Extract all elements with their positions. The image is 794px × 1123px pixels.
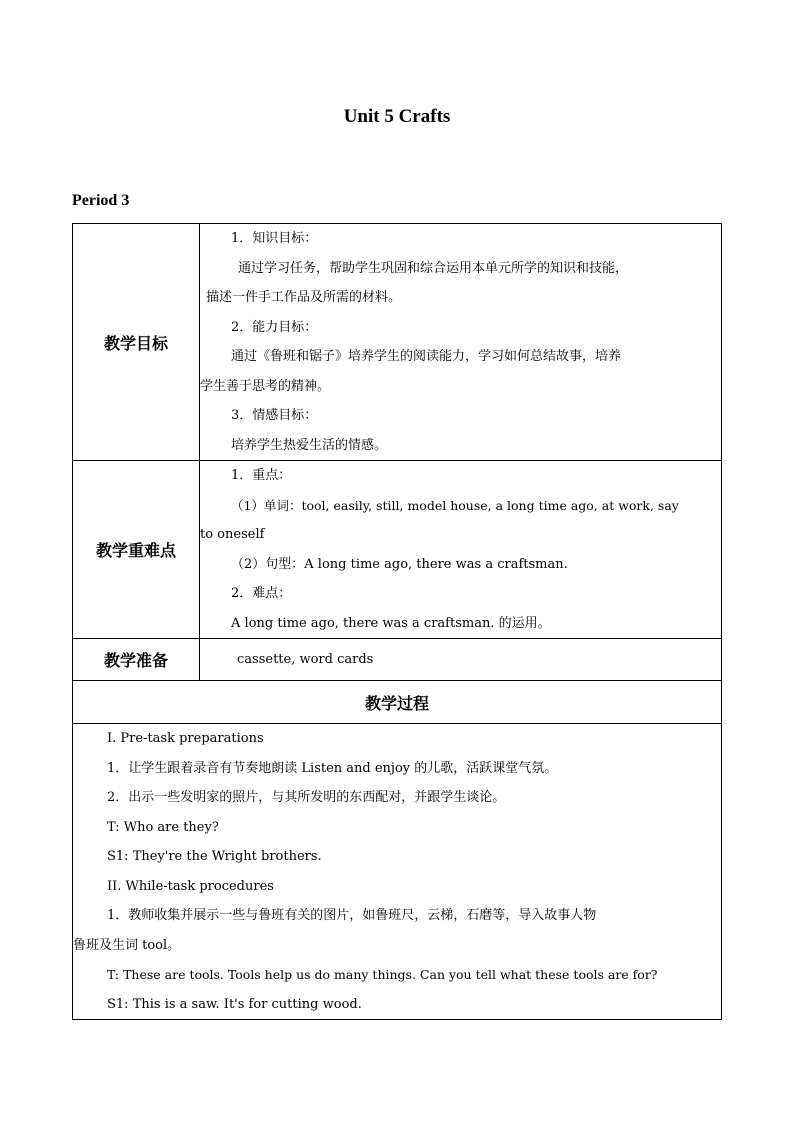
- objectives-label: 教学目标: [73, 224, 200, 461]
- key-points-line: （2）句型：A long time ago, there was a craftsman.: [231, 556, 568, 572]
- objectives-line: 通过《鲁班和锯子》培养学生的阅读能力，学习如何总结故事，培养: [231, 349, 622, 364]
- objectives-line: 1．知识目标：: [231, 231, 318, 246]
- key-points-row: [73, 461, 722, 639]
- key-points-line: to oneself: [200, 527, 265, 542]
- key-points-line: 1．重点：: [231, 468, 292, 483]
- period-heading: Period 3: [72, 192, 130, 209]
- preparation-content: [200, 639, 722, 681]
- objectives-line: 通过学习任务，帮助学生巩固和综合运用本单元所学的知识和技能，: [238, 260, 629, 276]
- objectives-line: 2．能力目标：: [231, 319, 318, 335]
- preparation-row: [73, 639, 722, 681]
- document-title: Unit 5 Crafts: [343, 106, 451, 127]
- objectives-content: [200, 224, 722, 461]
- key-points-label: 教学重难点: [73, 461, 200, 639]
- objectives-line: 培养学生热爱生活的情感。: [231, 437, 388, 453]
- objectives-row: [73, 224, 722, 461]
- process-line: 1．让学生跟着录音有节奏地朗读 Listen and enjoy 的儿歌，活跃课堂气氛。: [107, 760, 558, 776]
- process-line: II. While-task procedures: [107, 878, 274, 894]
- process-line: S1: This is a saw. It's for cutting wood.: [107, 996, 362, 1012]
- process-row: [73, 724, 722, 1020]
- process-line: 鲁班及生词 tool。: [73, 937, 181, 953]
- process-line: T: These are tools. Tools help us do many things. Can you tell what these tools are for?: [107, 967, 658, 982]
- process-content: [73, 724, 722, 1020]
- key-points-content: [200, 461, 722, 639]
- key-points-line: 2．难点：: [231, 586, 292, 601]
- preparation-label: 教学准备: [73, 639, 200, 681]
- process-header-row: [73, 681, 722, 724]
- key-points-line: （1）单词：tool, easily, still, model house, a long time ago, at work, say: [231, 497, 679, 513]
- process-header: 教学过程: [73, 681, 722, 724]
- process-line: 1．教师收集并展示一些与鲁班有关的图片，如鲁班尺，云梯，石磨等，导入故事人物: [107, 908, 597, 923]
- objectives-line: 描述一件手工作品及所需的材料。: [206, 290, 402, 305]
- process-line: I. Pre-task preparations: [107, 731, 264, 746]
- preparation-text: cassette, word cards: [237, 651, 374, 667]
- objectives-line: 3．情感目标：: [231, 408, 318, 423]
- lesson-plan-table: [72, 223, 722, 1020]
- key-points-line: A long time ago, there was a craftsman. 的运用。: [231, 615, 551, 631]
- objectives-line: 学生善于思考的精神。: [200, 378, 331, 394]
- process-line: T: Who are they?: [107, 819, 219, 835]
- process-line: 2．出示一些发明家的照片，与其所发明的东西配对，并跟学生谈论。: [107, 790, 506, 805]
- process-line: S1: They're the Wright brothers.: [107, 849, 322, 864]
